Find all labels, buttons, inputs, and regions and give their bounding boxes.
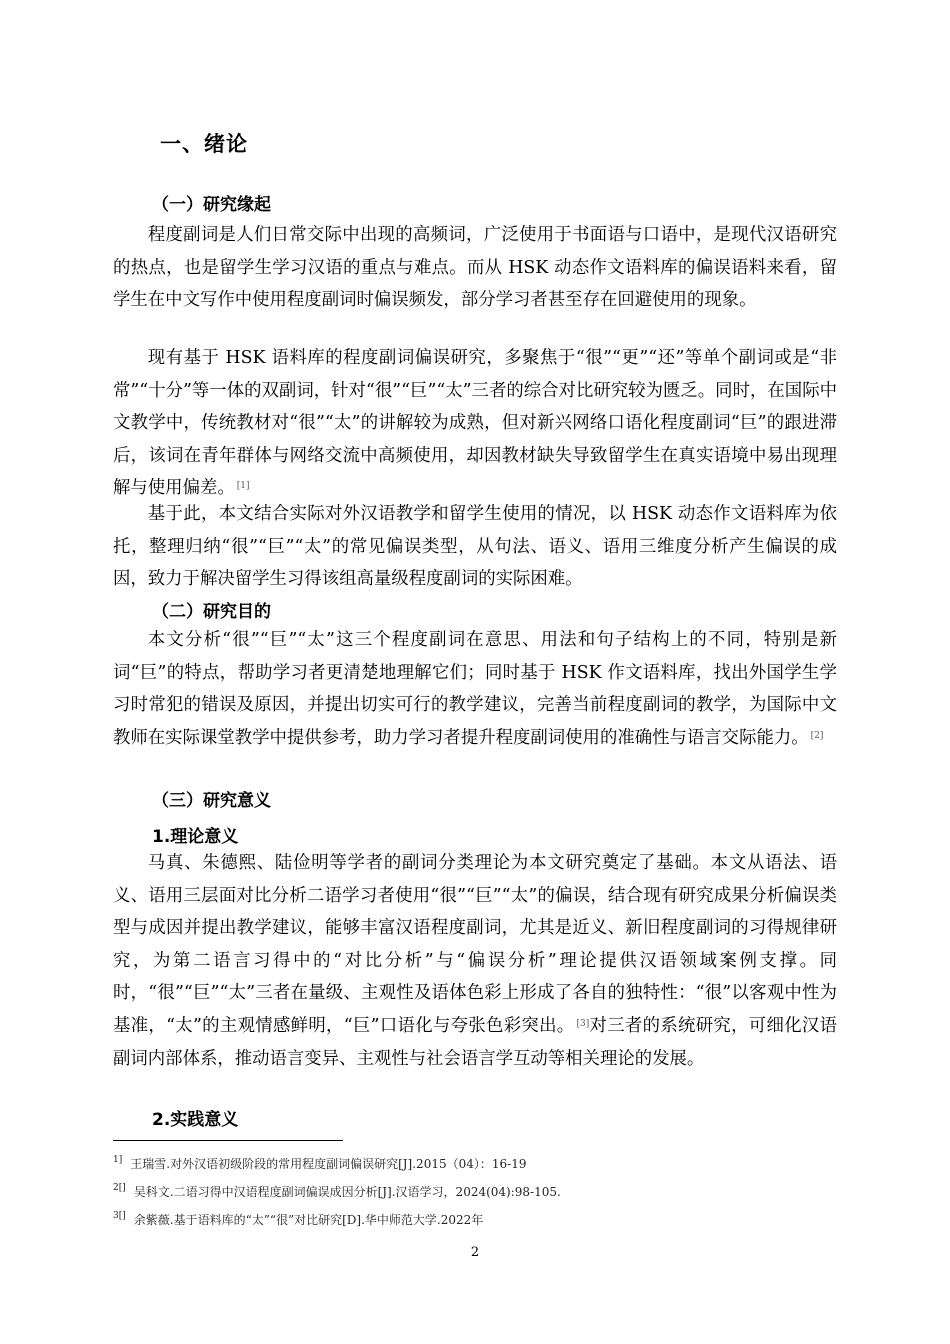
citation-ref-3[interactable]: [3] <box>576 1018 590 1029</box>
paragraph-purpose: 本文分析“很”“巨”“太”这三个程度副词在意思、用法和句子结构上的不同，特别是新词“巨”的特点，帮助学习者更清楚地理解它们；同时基于 HSK 作文语料库，找出外国学生学习时常犯的错误及原因，并提出切实可行的教学建议，完善当前程度副词的教学，为国际中文教师在实际课堂教学中提供参考，助力学习者提升程度副词使用的准确性与语言交际能力。 [2] <box>113 630 837 748</box>
footnote-2: $^{2[]}$ 吴科文.二语习得中汉语程度副词偏误成因分析[J].汉语学习，2024(04):98-105. <box>113 1183 561 1199</box>
subheading-practical: 2.实践意义 <box>152 1110 239 1130</box>
paragraph-theoretical: 马真、朱德熙、陆俭明等学者的副词分类理论为本文研究奠定了基础。本文从语法、语义、语用三层面对比分析二语学习者使用“很”“巨”“太”的偏误，结合现有研究成果分析偏误类型与成因并提出教学建议，能够丰富汉语程度副词，尤其是近义、新旧程度副词的习得规律研究，为第二语言习得中的“对比分析”与“偏误分析”理论提供汉语领域案例支撑。同时，“很”“巨”“太”三者在量级、主观性及语体色彩上形成了各自的独特性：“很”以客观中性为基准，“太”的主观情感鲜明，“巨”口语化与夸张色彩突出。 [3]对三者的系统研究，可细化汉语副词内部体系，推动语言变异、主观性与社会语言学互动等相关理论的发展。 <box>113 853 837 1069</box>
footnote-1: $^{1]}$ 王瑞雪.对外汉语初级阶段的常用程度副词偏误研究[J].2015（04）：16-19 <box>113 1155 527 1171</box>
section-heading-purpose: （二）研究目的 <box>152 602 271 622</box>
subheading-theoretical: 1.理论意义 <box>152 827 239 847</box>
footnote-3: $^{3[]}$ 余紫薇.基于语料库的“太”“很”对比研究[D].华中师范大学.2022年 <box>113 1211 484 1227</box>
section-heading-origin: （一）研究缘起 <box>152 195 271 215</box>
citation-ref-1[interactable]: [1] <box>236 481 250 492</box>
footnote-mark: 3[] <box>113 1211 126 1221</box>
citation-ref-2[interactable]: [2] <box>810 730 824 741</box>
paragraph-origin-3: 基于此，本文结合实际对外汉语教学和留学生使用的情况，以 HSK 动态作文语料库为依托，整理归纳“很”“巨”“太”的常见偏误类型，从句法、语义、语用三维度分析产生偏误的成因，致力于解决留学生习得该组高量级程度副词的实际困难。 <box>113 504 837 590</box>
footnote-mark: 2[] <box>113 1183 126 1193</box>
footnote-divider <box>113 1140 343 1141</box>
footnote-mark: 1] <box>113 1155 123 1165</box>
section-heading-significance: （三）研究意义 <box>152 791 271 811</box>
paragraph-origin-2: 现有基于 HSK 语料库的程度副词偏误研究，多聚焦于“很”“更”“还”等单个副词或是“非常”“十分”等一体的双副词，针对“很”“巨”“太”三者的综合对比研究较为匮乏。同时，在国际中文教学中，传统教材对“很”“太”的讲解较为成熟，但对新兴网络口语化程度副词“巨”的跟进滞后，该词在青年群体与网络交流中高频使用，却因教材缺失导致留学生在真实语境中易出现理解与使用偏差。 [1] <box>113 348 837 499</box>
page-number: 2 <box>470 1245 480 1260</box>
paragraph-origin-1: 程度副词是人们日常交际中出现的高频词，广泛使用于书面语与口语中，是现代汉语研究的热点，也是留学生学习汉语的重点与难点。而从 HSK 动态作文语料库的偏误语料来看，留学生在中文写作中使用程度副词时偏误频发，部分学习者甚至存在回避使用的现象。 <box>113 225 837 311</box>
chapter-title: 一、绪论 <box>160 132 248 156</box>
